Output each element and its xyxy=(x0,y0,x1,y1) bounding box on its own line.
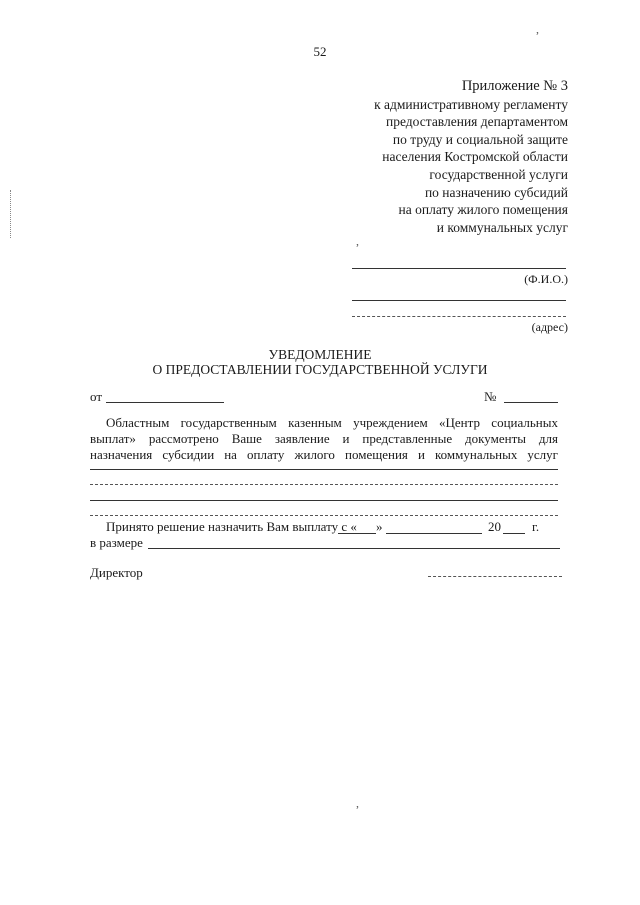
address-line-1 xyxy=(352,300,566,301)
blank-line xyxy=(90,515,558,516)
appendix-block xyxy=(374,78,568,236)
body-paragraph xyxy=(90,415,558,463)
address-caption: (адрес) xyxy=(531,320,568,334)
year-prefix: 20 xyxy=(488,519,501,534)
appendix-line: государственной услуги xyxy=(429,166,568,182)
fio-caption: (Ф.И.О.) xyxy=(524,272,568,286)
body-line: назначения субсидии на оплату жилого помещения и коммунальных услуг xyxy=(90,447,558,462)
signature-line xyxy=(428,576,562,577)
appendix-line: Приложение № 3 xyxy=(461,78,568,94)
amount-label: в размере xyxy=(90,535,143,550)
decision-text: Принято решение назначить Вам выплату с « xyxy=(106,519,357,534)
scan-mark: , xyxy=(536,22,539,36)
appendix-line: и коммунальных услуг xyxy=(436,219,568,235)
appendix-line: к административному регламенту xyxy=(374,96,568,112)
amount-field-line xyxy=(148,548,560,549)
year-field-line xyxy=(503,533,525,534)
from-field-line xyxy=(106,402,224,403)
director-label: Директор xyxy=(90,565,143,580)
blank-line xyxy=(90,484,558,485)
address-line-2 xyxy=(352,316,566,317)
appendix-line: по труду и социальной защите xyxy=(392,131,568,147)
blank-line xyxy=(90,500,558,501)
scan-mark: , xyxy=(356,234,359,248)
day-field-line xyxy=(338,533,376,534)
month-field-line xyxy=(386,533,482,534)
document-title: УВЕДОМЛЕНИЕ xyxy=(268,347,372,362)
year-suffix: г. xyxy=(532,519,540,534)
fio-line xyxy=(352,268,566,269)
quote-close: » xyxy=(376,519,383,534)
from-label: от xyxy=(90,389,103,404)
number-field-line xyxy=(504,402,558,403)
appendix-line: на оплату жилого помещения xyxy=(398,202,568,218)
number-label: № xyxy=(484,389,497,404)
appendix-line: населения Костромской области xyxy=(382,149,568,165)
appendix-line: предоставления департаментом xyxy=(386,114,568,130)
body-line: выплат» рассмотрено Ваше заявление и представленные документы для xyxy=(90,431,558,446)
blank-line xyxy=(90,469,558,470)
margin-mark xyxy=(10,190,11,238)
page-number: 52 xyxy=(313,44,327,59)
body-line: Областным государственным казенным учреждением «Центр социальных xyxy=(106,415,558,430)
scan-mark: , xyxy=(356,796,359,810)
appendix-line: по назначению субсидий xyxy=(424,184,568,200)
document-subtitle: О ПРЕДОСТАВЛЕНИИ ГОСУДАРСТВЕННОЙ УСЛУГИ xyxy=(152,362,488,377)
